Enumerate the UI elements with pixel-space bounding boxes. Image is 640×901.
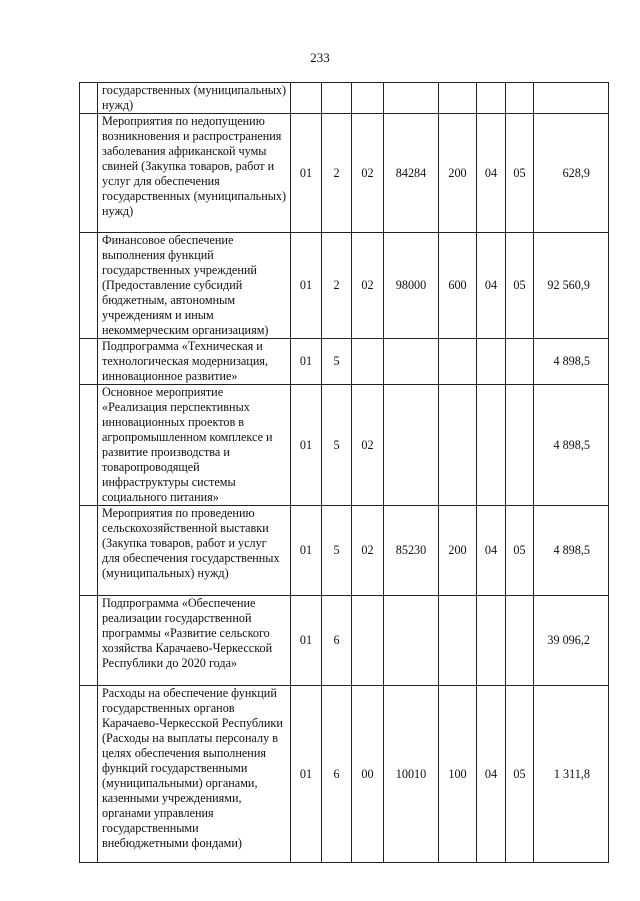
amount-cell: 4 898,5 (534, 339, 609, 385)
code-cell: 01 (291, 233, 322, 339)
code-cell: 600 (439, 233, 477, 339)
table-row (80, 114, 609, 233)
page-number: 233 (310, 50, 330, 65)
code-cell (384, 385, 439, 506)
row-name: Мероприятия по проведению сельскохозяйственной выставки (Закупка товаров, работ и услуг для обеспечения государственных (муниципальных) нужд) (98, 506, 291, 596)
table-row (80, 686, 609, 863)
code-cell: 98000 (384, 233, 439, 339)
code-cell (506, 83, 534, 114)
code-cell (384, 83, 439, 114)
code-cell: 05 (506, 506, 534, 596)
code-cell: 200 (439, 506, 477, 596)
code-cell: 5 (322, 339, 352, 385)
code-cell: 01 (291, 385, 322, 506)
code-cell: 02 (352, 385, 384, 506)
code-cell: 04 (477, 114, 506, 233)
code-cell (506, 385, 534, 506)
code-cell: 02 (352, 114, 384, 233)
amount-cell: 39 096,2 (534, 596, 609, 686)
table-row (80, 506, 609, 596)
code-cell (352, 83, 384, 114)
row-name: Мероприятия по недопущению возникновения и распространения заболевания африканской чумы свиней (Закупка товаров, работ и услуг для обеспечения государственных (муниципальных) нужд) (98, 114, 291, 233)
code-cell: 02 (352, 233, 384, 339)
code-cell: 5 (322, 506, 352, 596)
code-cell (506, 339, 534, 385)
index-cell (80, 83, 98, 114)
code-cell: 05 (506, 233, 534, 339)
code-cell (384, 339, 439, 385)
index-cell (80, 596, 98, 686)
row-name: Подпрограмма «Техническая и технологическая модернизация, инновационное развитие» (98, 339, 291, 385)
row-name: государственных (муниципальных) нужд) (98, 83, 291, 114)
table-row (80, 596, 609, 686)
code-cell: 5 (322, 385, 352, 506)
amount-cell: 92 560,9 (534, 233, 609, 339)
code-cell: 01 (291, 339, 322, 385)
code-cell (352, 596, 384, 686)
code-cell: 01 (291, 506, 322, 596)
amount-cell: 4 898,5 (534, 385, 609, 506)
row-name: Основное мероприятие «Реализация перспективных инновационных проектов в агропромышленном комплексе и развитие производства и товаропроводящей инфраструктуры системы социального питания» (98, 385, 291, 506)
amount-cell (534, 83, 609, 114)
code-cell (477, 385, 506, 506)
index-cell (80, 233, 98, 339)
amount-cell: 4 898,5 (534, 506, 609, 596)
code-cell (352, 339, 384, 385)
code-cell: 100 (439, 686, 477, 863)
amount-cell: 1 311,8 (534, 686, 609, 863)
row-name: Расходы на обеспечение функций государственных органов Карачаево-Черкесской Республики (Расходы на выплаты персоналу в целях обеспечения выполнения функций государственными (муниципальными) органами, казенными учреждениями, органами управления государственными внебюджетными фондами) (98, 686, 291, 863)
index-cell (80, 339, 98, 385)
code-cell: 04 (477, 506, 506, 596)
code-cell: 00 (352, 686, 384, 863)
code-cell: 01 (291, 596, 322, 686)
code-cell (506, 596, 534, 686)
code-cell: 6 (322, 686, 352, 863)
code-cell (439, 385, 477, 506)
row-name: Финансовое обеспечение выполнения функций государственных учреждений (Предоставление субсидий бюджетным, автономным учреждениям и иным некоммерческим организациям) (98, 233, 291, 339)
table-row (80, 339, 609, 385)
row-name: Подпрограмма «Обеспечение реализации государственной программы «Развитие сельского хозяйства Карачаево-Черкесской Республики до 2020 года» (98, 596, 291, 686)
code-cell: 6 (322, 596, 352, 686)
code-cell: 04 (477, 233, 506, 339)
index-cell (80, 114, 98, 233)
code-cell (322, 83, 352, 114)
code-cell (439, 596, 477, 686)
code-cell: 01 (291, 114, 322, 233)
code-cell: 200 (439, 114, 477, 233)
code-cell (477, 596, 506, 686)
code-cell: 85230 (384, 506, 439, 596)
index-cell (80, 385, 98, 506)
code-cell: 2 (322, 233, 352, 339)
code-cell: 04 (477, 686, 506, 863)
code-cell: 05 (506, 686, 534, 863)
code-cell (477, 83, 506, 114)
table-row (80, 233, 609, 339)
code-cell: 02 (352, 506, 384, 596)
code-cell: 10010 (384, 686, 439, 863)
code-cell (291, 83, 322, 114)
table-row (80, 83, 609, 114)
index-cell (80, 506, 98, 596)
code-cell (439, 83, 477, 114)
code-cell (384, 596, 439, 686)
code-cell (439, 339, 477, 385)
code-cell (477, 339, 506, 385)
code-cell: 05 (506, 114, 534, 233)
code-cell: 01 (291, 686, 322, 863)
amount-cell: 628,9 (534, 114, 609, 233)
table-row (80, 385, 609, 506)
code-cell: 2 (322, 114, 352, 233)
code-cell: 84284 (384, 114, 439, 233)
budget-table (79, 82, 609, 863)
index-cell (80, 686, 98, 863)
